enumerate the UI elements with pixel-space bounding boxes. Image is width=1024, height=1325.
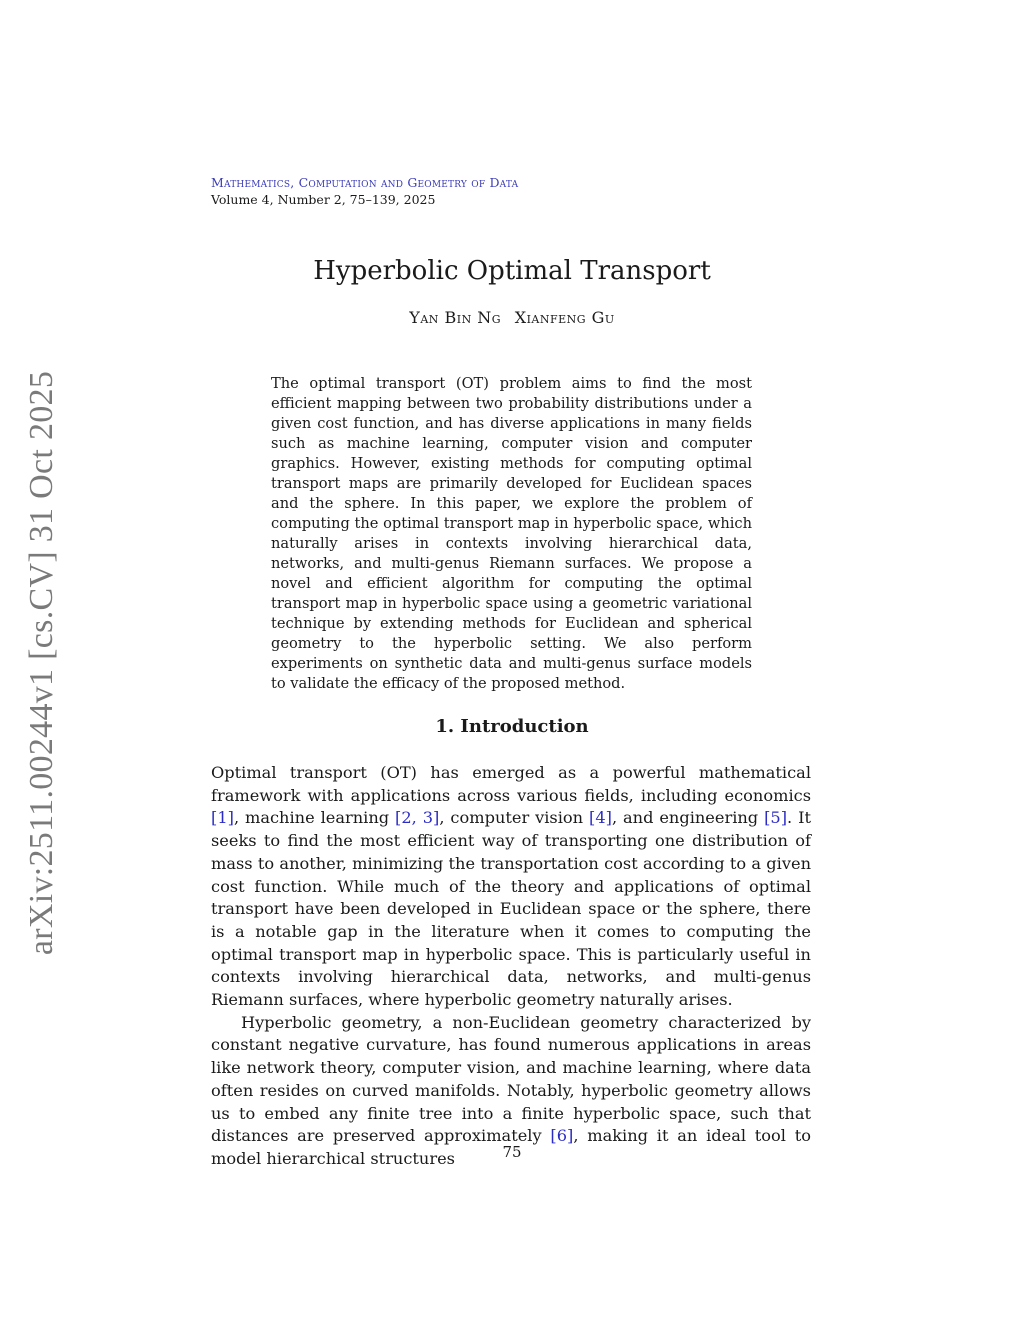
- citation-link[interactable]: [1]: [211, 808, 234, 828]
- paragraph: [211, 762, 811, 1012]
- paragraph-text: , machine learning: [233, 808, 396, 828]
- paper-title: [0, 254, 1024, 288]
- citation-separator: ,: [411, 808, 423, 828]
- section-heading: 1. Introduction: [435, 716, 589, 737]
- journal-volume-info: Volume 4, Number 2, 75–139, 2025: [211, 192, 436, 207]
- author-list: [0, 307, 1024, 329]
- citation-link[interactable]: [6]: [550, 1126, 574, 1146]
- journal-header: [211, 174, 518, 208]
- citation-bracket: [: [395, 808, 402, 828]
- page-number: 75: [502, 1143, 522, 1161]
- journal-name[interactable]: Mathematics, Computation and Geometry of Data: [211, 175, 519, 190]
- citation-link[interactable]: 2: [401, 808, 412, 828]
- section-body: [211, 762, 811, 1171]
- paragraph-text: , making it an ideal tool to model hierarchical structures: [211, 1126, 811, 1168]
- paragraph-text: Optimal transport (OT) has emerged as a powerful mathematical framework with applications across various fields, including economics: [211, 763, 811, 805]
- citation-link[interactable]: [4]: [589, 808, 612, 828]
- paragraph-text: , and engineering: [611, 808, 765, 828]
- paragraph-text: Hyperbolic geometry, a non-Euclidean geometry characterized by constant negative curvature, has found numerous applications in areas like network theory, computer vision, and machine learning, where data often resides on curved manifolds. Notably, hyperbolic geometry allows us to embed any finite tree into a finite hyperbolic space, such that distances are preserved approximately: [211, 1012, 811, 1146]
- arxiv-identifier-stamp: arXiv:2511.00244v1 [cs.CV] 31 Oct 2025: [23, 370, 60, 956]
- paragraph-text: . It seeks to find the most efficient way of transporting one distribution of mass to another, minimizing the transportation cost according to a given cost function. While much of the theory and applications of optimal transport have been developed in Euclidean space or the sphere, there is a notable gap in the literature when it comes to computing the optimal transport map in hyperbolic space. This is particularly useful in contexts involving hierarchical data, networks, and multi-genus Riemann surfaces, where hyperbolic geometry naturally arises.: [211, 808, 811, 1010]
- paragraph-text: , computer vision: [439, 808, 589, 828]
- author-name: Xianfeng Gu: [514, 308, 615, 327]
- paper-title-text: Hyperbolic Optimal Transport: [313, 256, 711, 286]
- author-name: Yan Bin Ng: [409, 308, 502, 327]
- abstract: The optimal transport (OT) problem aims to find the most efficient mapping between two probability distributions under a given cost function, and has diverse applications in many fields such as machine learning, computer vision and computer graphics. However, existing methods for computing optimal transport maps are primarily developed for Euclidean spaces and the sphere. In this paper, we explore the problem of computing the optimal transport map in hyperbolic space, which naturally arises in contexts involving hierarchical data, networks, and multi-genus Riemann surfaces. We propose a novel and efficient algorithm for computing the optimal transport map in hyperbolic space using a geometric variational technique by extending methods for Euclidean and spherical geometry to the hyperbolic setting. We also perform experiments on synthetic data and multi-genus surface models to validate the efficacy of the proposed method.: [271, 375, 752, 692]
- citation-link[interactable]: 3: [422, 808, 434, 828]
- citation-link[interactable]: [5]: [764, 808, 788, 828]
- citation-bracket: ]: [433, 808, 440, 828]
